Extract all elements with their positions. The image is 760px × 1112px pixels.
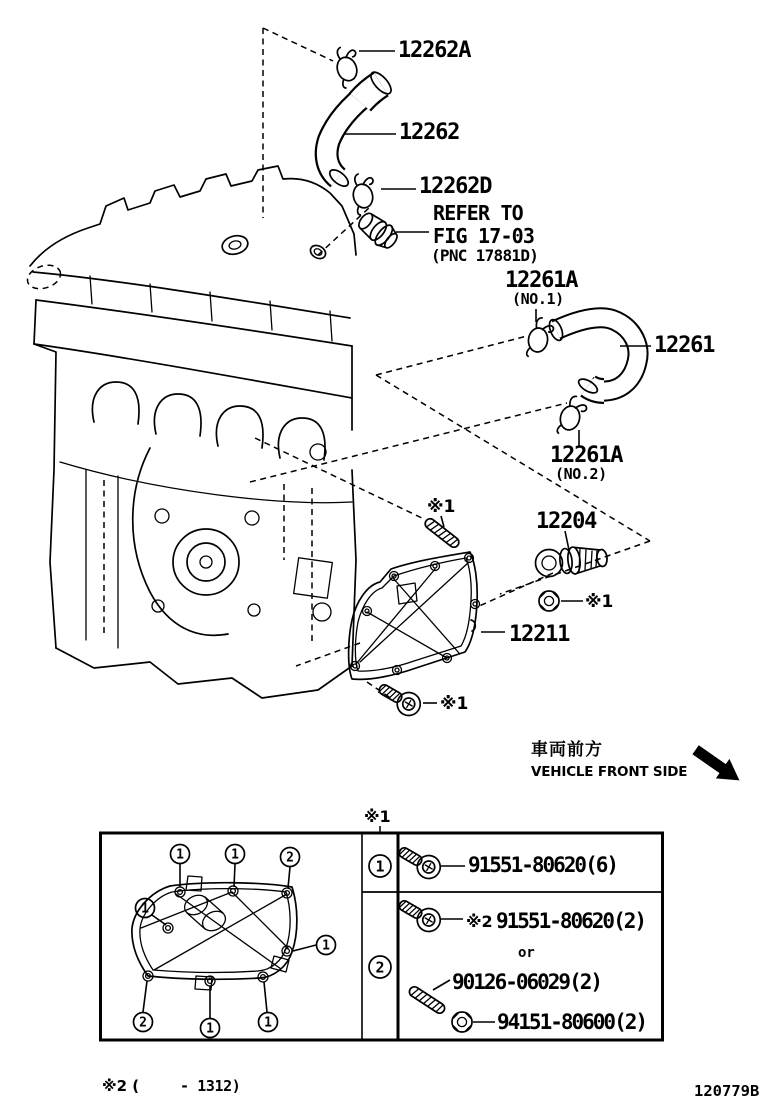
table-part-91551-80620-2[interactable]: 91551-80620(2) [496, 909, 646, 933]
part-label-no2: (NO.2) [555, 465, 607, 483]
table-key-2 [369, 956, 391, 978]
vehicle-front-en-label: VEHICLE FRONT SIDE [531, 764, 688, 780]
table-header-star1: ※1 [364, 807, 391, 826]
svg-text:1: 1 [141, 901, 149, 917]
svg-text:1: 1 [176, 847, 184, 863]
part-label-12204[interactable]: 12204 [536, 509, 597, 534]
hose-12262-drawing [327, 69, 395, 189]
vehicle-front-arrow-icon [690, 741, 745, 789]
svg-text:2: 2 [139, 1015, 147, 1031]
svg-text:1: 1 [322, 938, 330, 954]
stud-icon-row2 [408, 985, 447, 1015]
part-label-12262[interactable]: 12262 [399, 120, 460, 145]
table-or-label: or [518, 945, 535, 961]
part-label-12261a-no2[interactable]: 12261A [550, 443, 623, 468]
svg-text:1: 1 [206, 1021, 214, 1037]
clamp-12261a-no2-icon [557, 394, 589, 438]
svg-text:1: 1 [375, 857, 385, 876]
footer-note-range: - 1312) [180, 1077, 241, 1095]
bolt-icon-row2 [394, 894, 444, 936]
nut-icon-row2 [452, 1012, 472, 1032]
table-part-91551-80620-6[interactable]: 91551-80620(6) [468, 853, 618, 877]
hose-12261-drawing [547, 318, 638, 396]
part-label-12261[interactable]: 12261 [654, 333, 715, 358]
table-key-1 [369, 855, 391, 877]
star1-label-nut: ※1 [585, 592, 614, 612]
figure-code: 120779B [694, 1082, 760, 1100]
part-label-12262a[interactable]: 12262A [398, 38, 471, 63]
svg-text:1: 1 [264, 1015, 272, 1031]
vehicle-front-cjk-label: 車両前方 [531, 740, 603, 760]
part-label-12211[interactable]: 12211 [509, 622, 570, 647]
fitting-17881d-drawing [354, 209, 401, 253]
footer-note-prefix: ※2 ( [102, 1077, 140, 1095]
valve-12204-drawing [536, 546, 608, 576]
svg-text:2: 2 [375, 958, 385, 977]
table-star2-mark: ※2 [466, 912, 493, 931]
part-label-12261a-no1[interactable]: 12261A [505, 268, 578, 293]
part-label-12262d[interactable]: 12262D [419, 174, 492, 199]
svg-text:2: 2 [286, 850, 294, 866]
star1-label-bolt: ※1 [440, 694, 469, 714]
star1-label-stud: ※1 [427, 497, 456, 517]
cover-12211-drawing [349, 552, 480, 679]
table-part-94151-80600[interactable]: 94151-80600(2) [497, 1010, 647, 1034]
table-part-90126-06029[interactable]: 90126-06029(2) [452, 970, 602, 994]
part-label-no1: (NO.1) [512, 290, 564, 308]
svg-text:1: 1 [231, 847, 239, 863]
refer-to-line2[interactable]: FIG 17-03 [433, 224, 535, 248]
refer-to-pnc: (PNC 17881D) [431, 246, 539, 265]
fastener-table [101, 807, 663, 1040]
refer-to-line1[interactable]: REFER TO [433, 201, 523, 225]
bolt-star1-icon [374, 678, 424, 720]
engine-line-art [24, 166, 356, 698]
clamp-12262d-icon [348, 171, 381, 216]
cover-bolt-location-inset [132, 845, 336, 1038]
nut-star1-icon [539, 591, 559, 611]
bolt-icon-row1 [394, 841, 444, 883]
